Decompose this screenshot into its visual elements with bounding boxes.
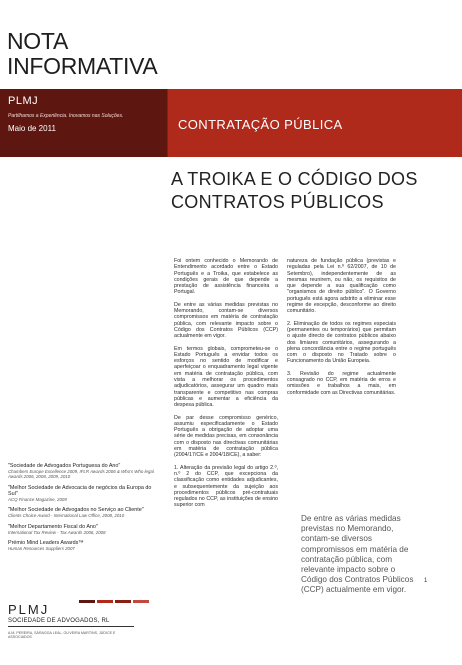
firm-name: SOCIEDADE DE ADVOGADOS, RL (8, 618, 110, 624)
award-item (8, 540, 158, 551)
logo-mark: PLMJ (8, 602, 50, 617)
award-title: "Sociedade de Advogados Portuguesa do Ano" (8, 463, 121, 469)
awards-list (8, 463, 158, 556)
award-source: Clients Choice Award - International Law Office, 2008, 2010 (8, 513, 125, 519)
award-source: International Tax Review - Tax Awards 2006, 2008 (8, 529, 106, 535)
masthead-line-1: NOTA (7, 28, 68, 54)
paragraph: Em termos globais, comprometeu-se o Estado Português a envidar todos os esforços no sentido de modificar e aperfeiçoar o enquadramento legal vigente em matéria de contratação pública, com vista a melhorar os procedimentos adjudicatórios, assegurar um quadro mais transparente e competitivo nas compras públicas e aumentar a eficiência da despesa pública. (174, 345, 278, 409)
headline-line-1: A TROIKA E O CÓDIGO DOS (171, 169, 418, 189)
body-column-2 (287, 258, 396, 402)
award-source: Chambers Europe Excellence 2009, IFLR Awards 2006 & Who's Who legal Awards 2006, 2008, 2009, 2010 (8, 469, 154, 480)
body-column-1 (174, 258, 278, 515)
paragraph: natureza de fundação pública (previstas e reguladas pela Lei n.º 62/2007, de 10 de Setembro), independentemente de as mesmas reunirem, ou não, os requisitos de que depende a sua qualificação como "organismos de direito público". O Governo português está agora adstrito a eliminar esse regime de excepção, desconforme ao direito comunitário. (287, 258, 396, 315)
firm-logo (8, 602, 158, 640)
headline-line-2: CONTRATOS PÚBLICOS (171, 192, 384, 212)
masthead (7, 29, 187, 79)
pull-quote: De entre as várias medidas previstas no Memorando, contam-se diversos compromissos em matéria de contratação pública, com relevante impacto sobre o Código dos Contratos Públicos (CCP) actualmente em vigor. (301, 514, 414, 595)
award-source: ACQ Finance Magazine, 2009 (8, 497, 67, 503)
article-headline (171, 168, 453, 214)
section-title: CONTRATAÇÃO PÚBLICA (178, 117, 343, 132)
award-item (8, 485, 158, 503)
brand-block (0, 89, 167, 157)
paragraph: Foi ontem conhecido o Memorando de Entendimento acordado entre o Estado Português e a Troika, que estabelece as condições gerais de que depende a prestação de assistência financeira a Portugal. (174, 258, 278, 296)
award-title: Prémio Mind Leaders Awards™ (8, 540, 84, 547)
award-title: "Melhor Sociedade de Advocacia de negócios da Europa do Sul" (8, 484, 152, 497)
brand-name: PLMJ (8, 95, 39, 107)
header-band (0, 89, 462, 157)
issue-date: Maio de 2011 (8, 124, 56, 133)
award-title: "Melhor Sociedade de Advogados no Serviço ao Cliente" (8, 507, 144, 514)
page-number: 1 (424, 578, 428, 584)
award-item (8, 463, 158, 480)
award-item (8, 507, 158, 518)
brand-tagline: Partilhamos a Experiência. Inovamos nas Soluções. (8, 113, 124, 119)
band-divider (167, 89, 168, 157)
masthead-line-2: INFORMATIVA (7, 53, 158, 79)
paragraph: De entre as várias medidas previstas no Memorando, contam-se diversos compromissos em matéria de contratação pública, com relevante impacto sobre o Código dos Contratos Públicos (CCP) actualmente em vigor. (174, 301, 278, 340)
award-source: Human Resources Suppliers 2007 (8, 546, 75, 552)
paragraph: De par desse compromisso genérico, assumiu especificadamente o Estado Português a obrigação de adoptar uma série de medidas precisas, em consonância com o disposto nas directivas comunitárias em matéria de contratação pública (2004/17/CE e 2004/18/CE), a saber: (174, 414, 278, 459)
award-item (8, 524, 158, 535)
paragraph: 1. Alteração da previsão legal do artigo 2.º, n.º 2 do CCP, que excepciona da classificação como entidades adjudicantes, e subsequentemente da sujeição aos procedimentos públicos pré-contratuais regulados no CCP, as instituições de ensino superior com (174, 464, 278, 509)
award-title: "Melhor Departamento Fiscal do Ano" (8, 523, 98, 530)
logo-rule (8, 626, 134, 627)
paragraph: 2. Eliminação de todos os regimes especiais (permanentes ou temporários) que permitam o ajuste directo de contratos públicos abaixo dos limiares comunitários, assegurando a plena concordância entre o regime português com o disposto no Tratado sobre o Funcionamento da União Europeia. (287, 320, 396, 365)
paragraph: 3. Revisão do regime actualmente consagrado no CCP, em matéria de erros e omissões e trabalhos a mais, em conformidade com as Directivas comunitárias. (287, 370, 396, 396)
firm-partners: A.M. PEREIRA, SÁRAGGA LEAL, OLIVEIRA MARTINS, JÚDICE E ASSOCIADOS (8, 631, 116, 640)
